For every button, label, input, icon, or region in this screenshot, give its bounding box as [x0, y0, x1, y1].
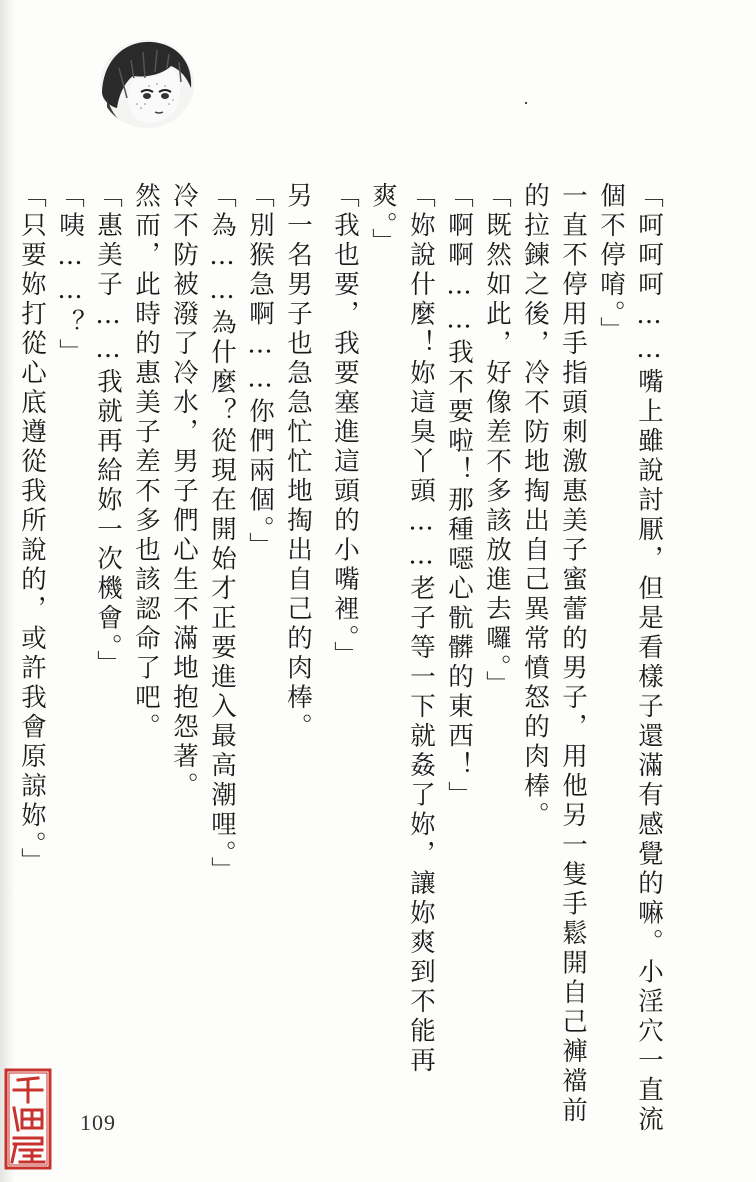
text-line: 「為……為什麼？從現在開始才正要進入最高潮哩。」 [207, 182, 237, 887]
publisher-seal-stamp [4, 1068, 52, 1170]
text-line: 「只要妳打從心底遵從我所說的，或許我會原諒妳。」 [17, 182, 47, 878]
text-line: 「咦……？」 [55, 182, 85, 368]
text-line: 個不停唷。」 [596, 182, 626, 347]
text-line: 「惠美子……我就再給妳一次機會。」 [93, 182, 123, 680]
character-portrait-illustration [97, 38, 197, 130]
text-line: 然而，此時的惠美子差不多也該認命了吧。 [131, 182, 161, 743]
text-line: 冷不防被潑了冷水，男子們心生不滿地抱怨著。 [169, 182, 199, 802]
text-line: 「妳說什麼！妳這臭丫頭……老子等一下就姦了妳，讓妳爽到不能再 [406, 182, 436, 1076]
text-line: 「呵呵呵……嘴上雖說討厭，但是看樣子還滿有感覺的嘛。小淫穴一直流 [634, 182, 664, 1135]
text-line: 另一名男子也急急忙忙地掏出自己的肉棒。 [283, 182, 313, 743]
page-number: 109 [80, 1110, 116, 1135]
text-line: 爽。」 [368, 182, 398, 258]
text-line: 「別猴急啊……你們兩個。」 [245, 182, 275, 562]
print-speck [525, 102, 527, 104]
text-line: 一直不停用手指頭刺激惠美子蜜蕾的男子，用他另一隻手鬆開自己褲襠前 [558, 182, 588, 1126]
text-line: 「啊啊……我不要啦！那種噁心骯髒的東西！」 [444, 182, 474, 811]
text-line: 「既然如此，好像差不多該放進去囉。」 [482, 182, 512, 701]
text-line: 「我也要，我要塞進這頭的小嘴裡。」 [330, 182, 360, 671]
text-line: 的拉鍊之後，冷不防地掏出自己異常憤怒的肉棒。 [520, 182, 550, 831]
page-spine-shadow [0, 0, 14, 1182]
